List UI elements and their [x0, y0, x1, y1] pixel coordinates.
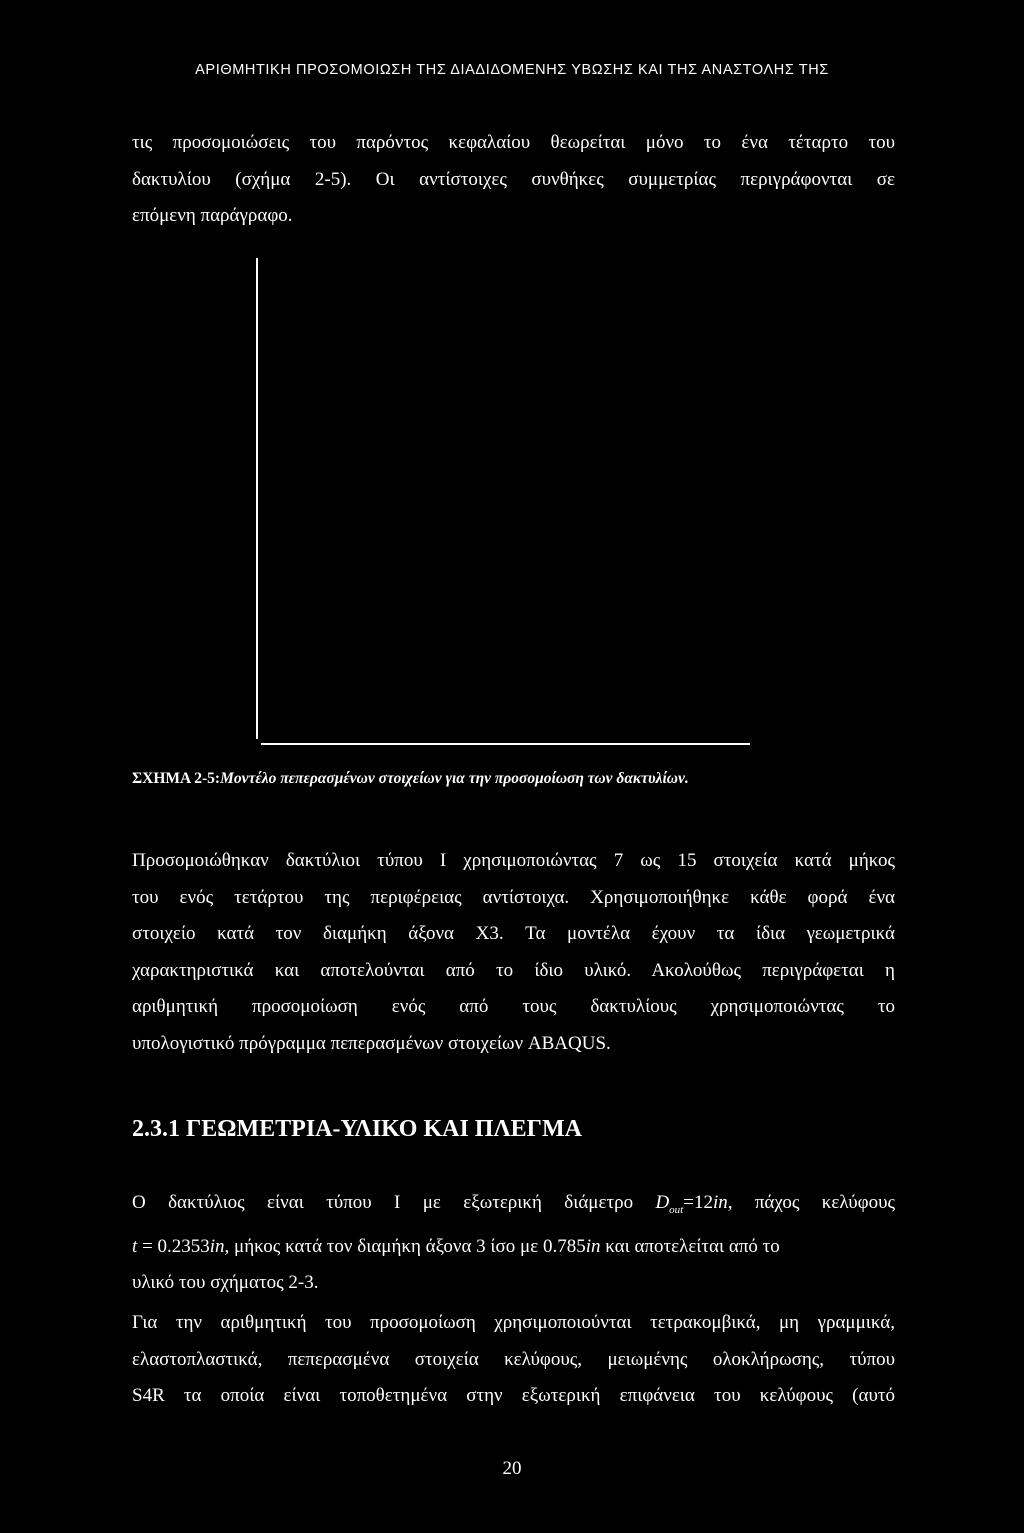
section-title: ΓΕΩΜΕΤΡΙΑ-ΥΛΙΚΟ ΚΑΙ ΠΛΕΓΜΑ	[186, 1116, 582, 1142]
intro-paragraph	[132, 125, 895, 235]
paragraph-geometry	[132, 1185, 895, 1302]
figure-caption-text: Μοντέλο πεπερασμένων στοιχείων για την προσομοίωση των δακτυλίων.	[220, 770, 689, 787]
section-number: 2.3.1	[132, 1116, 180, 1142]
text-line: στοιχείο κατά τον διαμήκη άξονα X3. Τα μοντέλα έχουν τα ίδια γεωμετρικά	[132, 923, 895, 944]
page-number: 20	[502, 1458, 522, 1479]
text-line: επόμενη παράγραφο.	[132, 205, 293, 226]
text-line: του ενός τετάρτου της περιφέρειας αντίστοιχα. Χρησιμοποιήθηκε κάθε φορά ένα	[132, 886, 895, 908]
math-value: =12	[683, 1192, 713, 1213]
section-heading	[132, 1116, 582, 1143]
figure-bottom-edge	[261, 743, 750, 745]
text-line	[132, 1229, 895, 1266]
math-symbol: t	[132, 1235, 138, 1257]
text-line: Προσομοιώθηκαν δακτύλιοι τύπου Ι χρησιμοποιώντας 7 ως 15 στοιχεία κατά μήκος	[132, 850, 895, 871]
text-line: χαρακτηριστικά και αποτελούνται από το ίδιο υλικό. Ακολούθως περιγράφεται η	[132, 959, 895, 981]
paragraph-elements	[132, 843, 895, 1062]
running-header: ΑΡΙΘΜΗΤΙΚΗ ΠΡΟΣΟΜΟΙΩΣΗ ΤΗΣ ΔΙΑΔΙΔΟΜΕΝΗΣ ΥΒΩΣΗΣ ΚΑΙ ΤΗΣ ΑΝΑΣΤΟΛΗΣ ΤΗΣ	[195, 62, 829, 78]
math-value: = 0.2353	[137, 1235, 210, 1257]
text-line	[132, 1185, 895, 1229]
math-symbol: D	[655, 1192, 670, 1213]
text-fragment: Ο δακτύλιος είναι τύπου Ι με εξωτερική διάμετρο	[132, 1192, 634, 1213]
text-line: υπολογιστικό πρόγραμμα πεπερασμένων στοιχείων ABAQUS.	[132, 1032, 611, 1054]
text-line: Για την αριθμητική του προσομοίωση χρησιμοποιούνται τετρακομβικά, μη γραμμικά,	[132, 1312, 895, 1333]
figure-finite-element-model	[256, 258, 750, 744]
text-fragment: , μήκος κατά τον διαμήκη άξονα 3 ίσο με 0.785	[224, 1235, 586, 1257]
text-line: ελαστοπλαστικά, πεπερασμένα στοιχεία κελύφους, μειωμένης ολοκλήρωσης, τύπου	[132, 1348, 895, 1370]
math-unit: in	[209, 1235, 225, 1257]
text-fragment: και αποτελείται από το	[600, 1235, 780, 1257]
math-unit: in	[585, 1235, 601, 1257]
figure-caption	[132, 770, 689, 788]
math-subscript: out	[669, 1204, 684, 1216]
text-line: υλικό του σχήματος 2-3.	[132, 1272, 319, 1293]
text-line: τις προσομοιώσεις του παρόντος κεφαλαίου θεωρείται μόνο το ένα τέταρτο του	[132, 132, 895, 153]
text-line: αριθμητική προσομοίωση ενός από τους δακτυλίους χρησιμοποιώντας το	[132, 996, 895, 1017]
figure-label: ΣΧΗΜΑ 2-5:	[132, 770, 221, 787]
figure-left-edge	[256, 258, 258, 739]
paragraph-shell-elements	[132, 1305, 895, 1415]
math-unit: in	[712, 1192, 728, 1213]
text-line: S4R τα οποία είναι τοποθετημένα στην εξωτερική επιφάνεια του κελύφους (αυτό	[132, 1385, 895, 1406]
text-fragment: , πάχος κελύφους	[727, 1192, 895, 1213]
text-line: δακτυλίου (σχήμα 2-5). Οι αντίστοιχες συνθήκες συμμετρίας περιγράφονται σε	[132, 168, 895, 190]
